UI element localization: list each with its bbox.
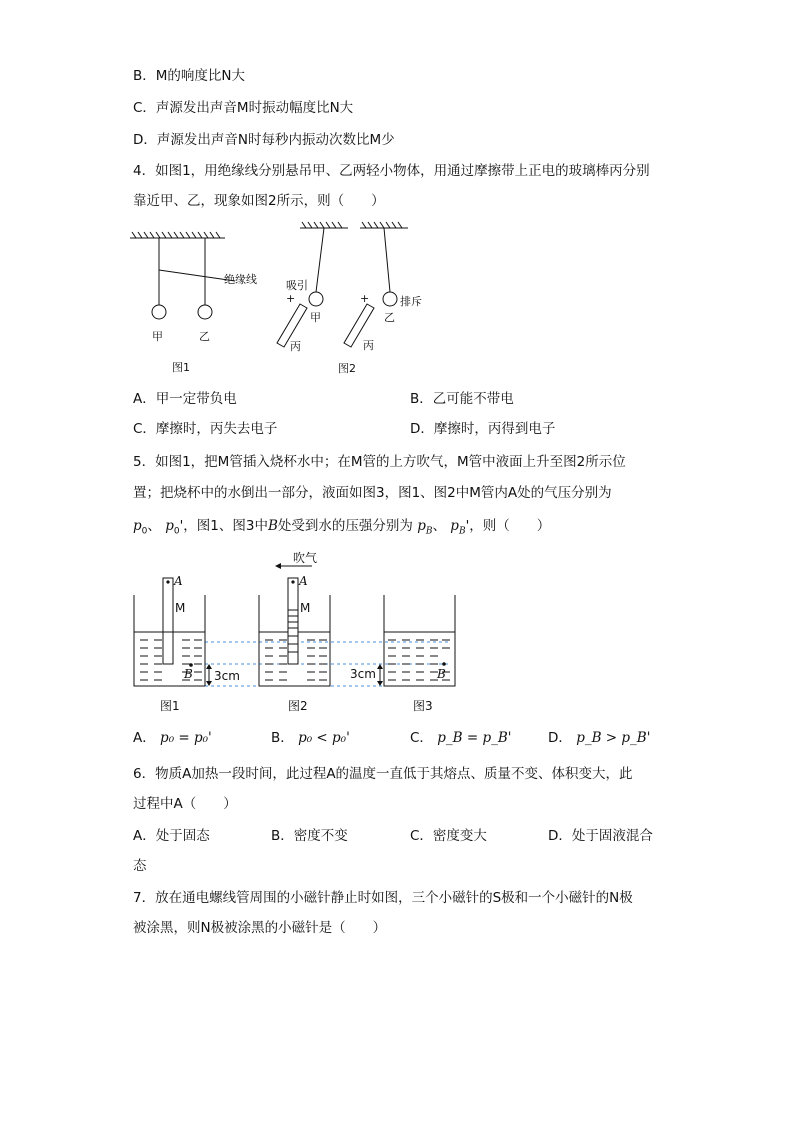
label-m-2: M [300, 601, 311, 615]
q6-stem-line2: 过程中A（ ） [133, 796, 237, 812]
label-jia-fig2: 甲 [310, 311, 321, 324]
figure1-caption: 图1 [172, 361, 190, 374]
beaker-1 [134, 578, 205, 686]
ball-yi [198, 305, 212, 319]
p0-symbol: p [133, 518, 142, 534]
label-b-1: B [184, 667, 193, 681]
q6-option-c: C．密度变大 [410, 828, 487, 844]
label-rod-1: 丙 [290, 340, 301, 353]
label-a-2: A [299, 574, 308, 588]
q5-option-b: B． p₀ < p₀' [271, 730, 350, 746]
q6-option-a: A．处于固态 [133, 828, 210, 844]
q7-stem-line2: 被涂黑，则N极被涂黑的小磁针是（ ） [133, 920, 387, 936]
figure2-caption: 图2 [338, 362, 356, 375]
dimension-3cm-3: 3cm [350, 667, 376, 681]
label-jia: 甲 [152, 330, 163, 343]
q6-option-b: B．密度不变 [271, 828, 348, 844]
q4-option-b: B．乙可能不带电 [410, 391, 514, 407]
q4-stem-line2: 靠近甲、乙，现象如图2所示，则（ ） [133, 193, 385, 209]
label-b-3: B [437, 667, 446, 681]
q5-figure [130, 548, 470, 718]
q4-stem-line1: 4．如图1，用绝缘线分别悬吊甲、乙两轻小物体，用通过摩擦带上正电的玻璃棒丙分别 [133, 163, 650, 179]
q7-stem-line1: 7．放在通电螺线管周围的小磁针静止时如图，三个小磁针的S极和一个小磁针的N极 [133, 890, 633, 906]
tube-m-1 [163, 578, 173, 664]
beaker-2 [259, 578, 330, 686]
q4-figure1 [130, 232, 257, 377]
q4-figure2 [270, 222, 440, 377]
plus-sign-2: + [360, 292, 370, 305]
q6-option-d: D．处于固液混合 [548, 828, 653, 844]
dimension-3cm-1: 3cm [214, 669, 240, 683]
q3-option-d: D．声源发出声音N时每秒内振动次数比M少 [133, 132, 395, 148]
q5-option-c: C． p_B = p_B' [410, 730, 512, 746]
q6-option-d-continued: 态 [133, 858, 147, 874]
plus-sign-1: + [286, 292, 296, 305]
tube-m-2 [288, 578, 298, 664]
q5-stem-line1: 5．如图1，把M管插入烧杯水中；在M管的上方吹气，M管中液面上升至图2所示位 [133, 454, 626, 470]
label-rod-2: 丙 [363, 339, 374, 352]
figure3-caption-q5: 图3 [413, 699, 433, 713]
ball-jia [152, 305, 166, 319]
label-insulating-thread: 绝缘线 [224, 273, 257, 286]
q5-option-d: D． p_B > p_B' [548, 730, 651, 746]
q4-option-d: D．摩擦时，丙得到电子 [410, 421, 556, 437]
figure1-caption-q5: 图1 [160, 699, 180, 713]
label-a-1: A [174, 574, 183, 588]
q5-stem-line3: $p_0$、 $p_0'$，图1、图3中B处受到水的压强分别为 $p_B$、 $p_B'$，则（ ） [133, 518, 551, 537]
q3-option-b: B．M的响度比N大 [133, 68, 246, 84]
figure2-caption-q5: 图2 [288, 699, 308, 713]
label-blow: 吹气 [293, 551, 318, 565]
q3-option-c: C．声源发出声音M时振动幅度比N大 [133, 100, 354, 116]
q5-option-a: A． p₀ = p₀' [133, 730, 212, 746]
q5-stem-line2: 置；把烧杯中的水倒出一部分，液面如图3，图1、图2中M管内A处的气压分别为 [133, 485, 612, 501]
label-attract: 吸引 [286, 279, 308, 292]
label-repel: 排斥 [400, 295, 422, 308]
label-yi-fig2: 乙 [384, 311, 395, 324]
label-yi: 乙 [199, 330, 210, 343]
q4-option-c: C．摩擦时，丙失去电子 [133, 421, 278, 437]
label-m-1: M [175, 601, 186, 615]
ball-yi-fig2 [383, 292, 397, 306]
q4-option-a: A．甲一定带负电 [133, 391, 237, 407]
ball-jia-fig2 [309, 292, 323, 306]
q6-stem-line1: 6．物质A加热一段时间，此过程A的温度一直低于其熔点、质量不变、体积变大，此 [133, 766, 633, 782]
